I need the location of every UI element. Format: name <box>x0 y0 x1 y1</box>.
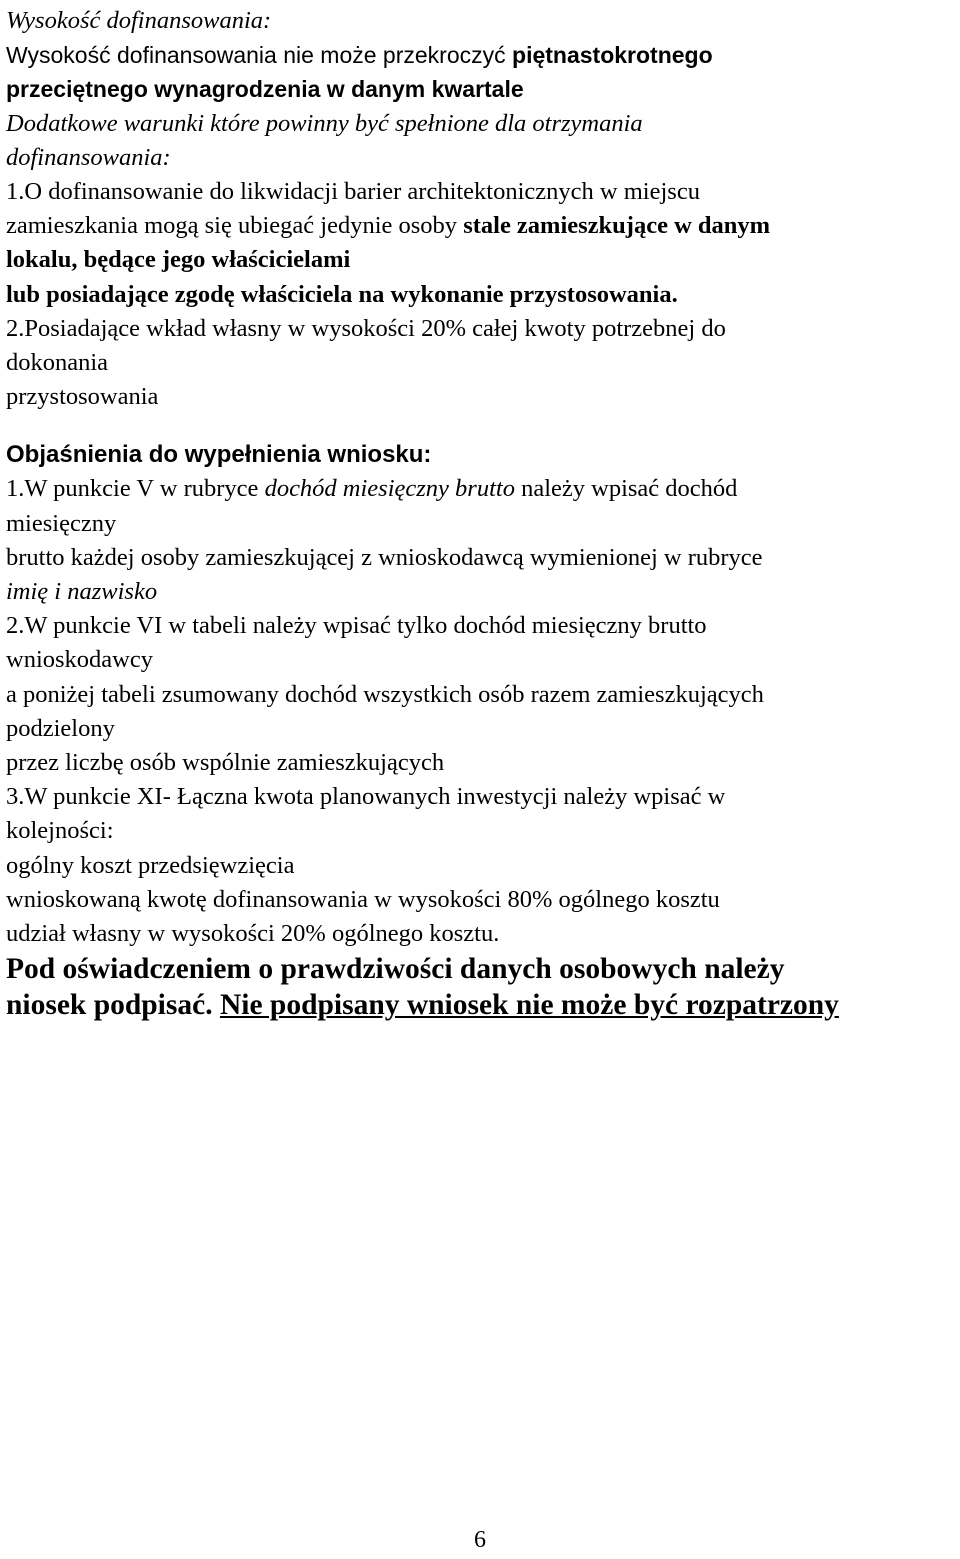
condition-1-emphasis: stale zamieszkujące w danym <box>463 212 771 240</box>
explanation-3-line-2: kolejności: <box>6 817 114 845</box>
explanation-3-line-5: udział własny w wysokości 20% ogólnego kosztu. <box>6 920 500 948</box>
explanation-3-line-3: ogólny koszt przedsięwzięcia <box>6 851 295 879</box>
signature-instruction: niosek podpisać. <box>6 989 213 1022</box>
explanation-2-line-2: wnioskodawcy <box>6 646 153 674</box>
document-page <box>6 0 960 1023</box>
condition-1-line-3: lokalu, będące jego właścicielami <box>6 246 351 274</box>
explanation-1-text: 1.W punkcie V w rubryce <box>6 475 265 503</box>
funding-limit-text: Wysokość dofinansowania nie może przekroczyć <box>6 42 513 69</box>
funding-limit-multiplier: piętnastokrotnego <box>512 42 713 69</box>
page-number: 6 <box>474 1527 486 1553</box>
closing-statement-line-1: Pod oświadczeniem o prawdziwości danych osobowych należy <box>6 953 785 986</box>
funding-limit-line-2: przeciętnego wynagrodzenia w danym kwartale <box>6 76 524 103</box>
explanation-1-line-3: brutto każdej osoby zamieszkującej z wnioskodawcą wymienionej w rubryce <box>6 543 763 571</box>
funding-limit-line <box>6 38 960 72</box>
condition-1-text: zamieszkania mogą się ubiegać jedynie osoby <box>6 212 464 240</box>
explanation-2-line-5: przez liczbę osób wspólnie zamieszkujących <box>6 749 445 777</box>
condition-2-line-1: 2.Posiadające wkład własny w wysokości 20% całej kwoty potrzebnej do <box>6 314 726 342</box>
explanations-heading: Objaśnienia do wypełnienia wniosku: <box>6 441 432 469</box>
condition-1-line-4: lub posiadające zgodę właściciela na wykonanie przystosowania. <box>6 280 678 308</box>
condition-2-line-2: dokonania <box>6 349 109 377</box>
explanation-2-line-1: 2.W punkcie VI w tabeli należy wpisać tylko dochód miesięczny brutto <box>6 612 707 640</box>
explanation-1-line-2: miesięczny <box>6 509 117 537</box>
explanation-2-line-3: a poniżej tabeli zsumowany dochód wszystkich osób razem zamieszkujących <box>6 680 764 708</box>
closing-statement-line-2 <box>6 987 960 1023</box>
explanation-1-text-end: należy wpisać dochód <box>514 475 738 503</box>
explanation-2-line-4: podzielony <box>6 714 115 742</box>
conditions-title-cont: dofinansowania: <box>6 143 171 171</box>
explanation-3-line-1: 3.W punkcie XI- Łączna kwota planowanych inwestycji należy wpisać w <box>6 783 726 811</box>
conditions-title: Dodatkowe warunki które powinny być spełnione dla otrzymania <box>6 109 643 137</box>
unsigned-warning: Nie podpisany wniosek nie może być rozpatrzony <box>219 989 839 1022</box>
funding-amount-title: Wysokość dofinansowania: <box>6 7 272 34</box>
explanation-3-line-4: wnioskowaną kwotę dofinansowania w wysokości 80% ogólnego kosztu <box>6 885 720 913</box>
condition-1-line-1: 1.O dofinansowanie do likwidacji barier architektonicznych w miejscu <box>6 178 700 206</box>
explanation-1-field-name: dochód miesięczny brutto <box>264 475 515 503</box>
explanation-1-line-1 <box>6 472 960 506</box>
condition-1-line-2 <box>6 209 960 243</box>
condition-2-line-3: przystosowania <box>6 383 159 411</box>
explanation-1-line-4: imię i nazwisko <box>6 578 158 606</box>
